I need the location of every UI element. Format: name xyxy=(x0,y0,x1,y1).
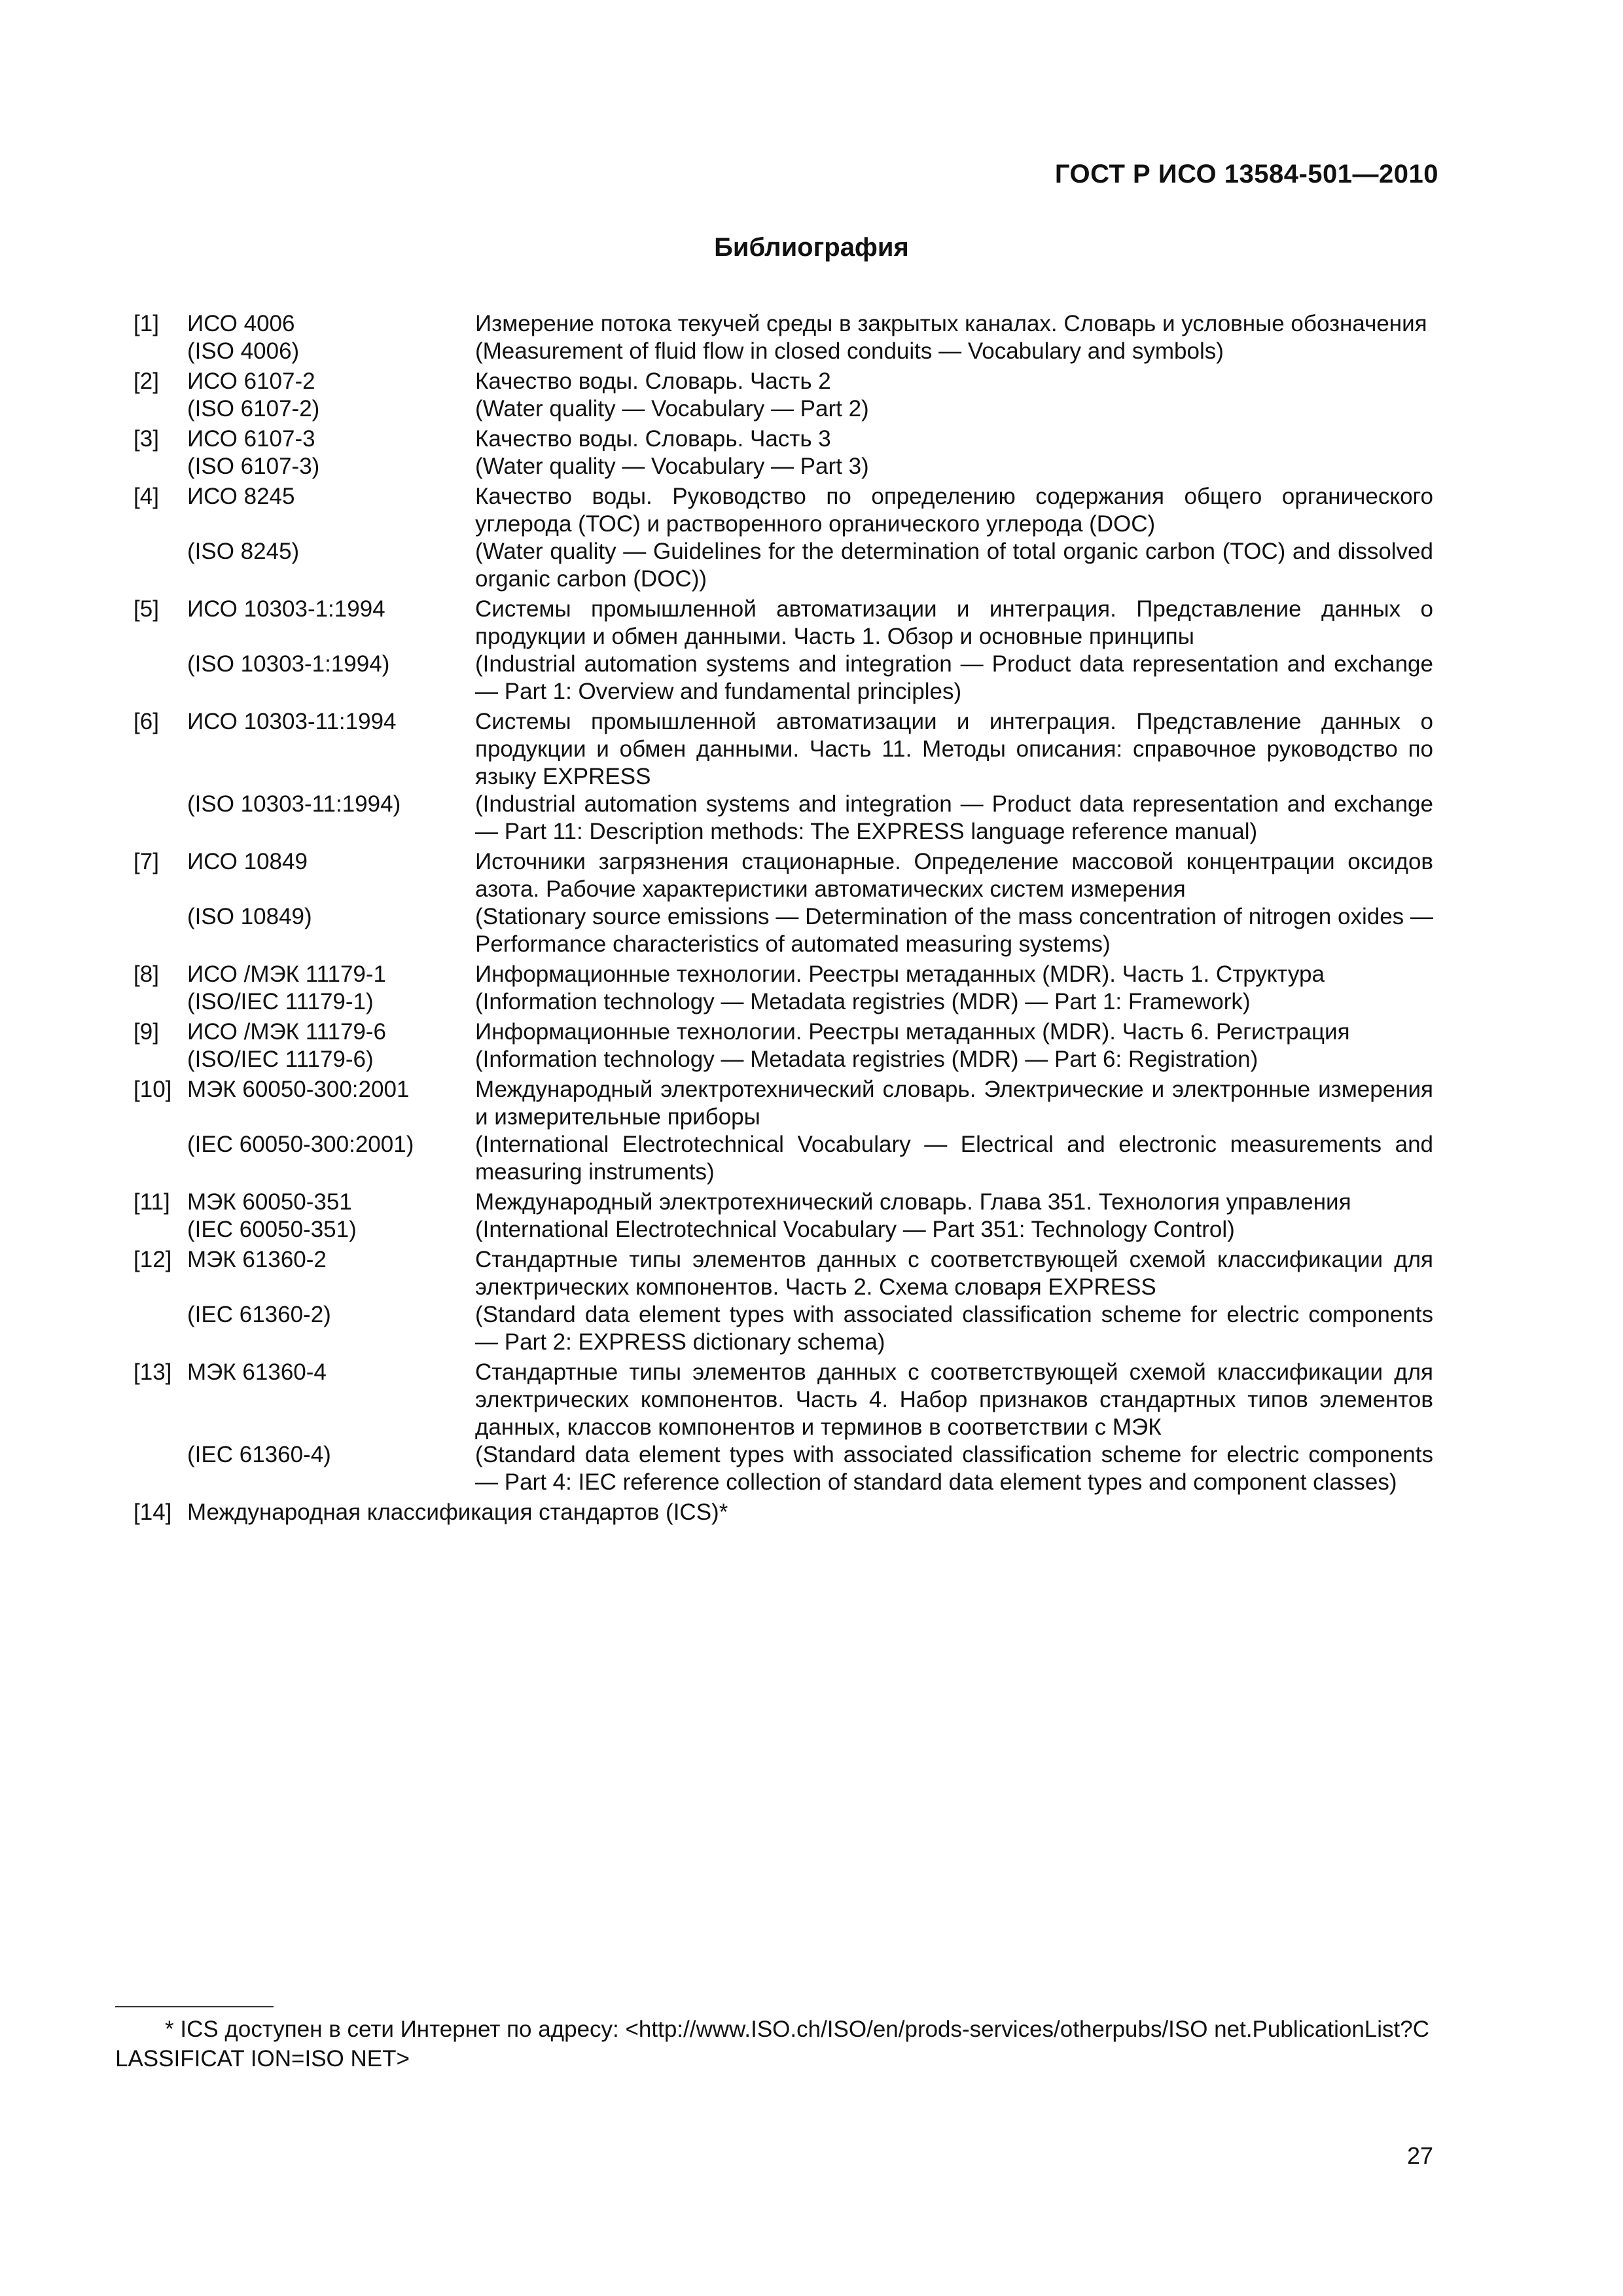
page-number: 27 xyxy=(1406,2142,1433,2169)
entry-number: [13] xyxy=(134,1359,172,1385)
bibliography-list xyxy=(134,308,1433,1526)
entry-title-ru: Качество воды. Руководство по определению содержания общего органического углерода (ТОС) и растворенного органического углерода (DOC) xyxy=(475,484,1433,537)
biblio-entry-en xyxy=(134,791,1433,846)
entry-title-en: (International Electrotechnical Vocabulary — Part 351: Technology Control) xyxy=(475,1217,1235,1242)
biblio-entry-ru xyxy=(134,708,1433,791)
biblio-entry-en xyxy=(134,651,1433,706)
entry-number: [7] xyxy=(134,849,159,874)
entry-code-en: (ISO/IEC 11179-6) xyxy=(187,1047,374,1072)
entry-title-ru: Стандартные типы элементов данных с соответствующей схемой классификации для электрических компонентов. Часть 2. Схема словаря EXPRESS xyxy=(475,1247,1433,1300)
entry-code-ru: МЭК 61360-2 xyxy=(187,1247,327,1272)
biblio-entry-en xyxy=(134,988,1433,1016)
entry-code-en: (IEC 61360-2) xyxy=(187,1302,331,1327)
entry-number: [9] xyxy=(134,1019,159,1045)
entry-code-ru: ИСО 8245 xyxy=(187,484,295,509)
biblio-entry-ru xyxy=(134,961,1433,988)
footnote xyxy=(115,2015,1433,2073)
entry-number: [3] xyxy=(134,426,159,452)
entry-title-en: (Water quality — Vocabulary — Part 3) xyxy=(475,454,869,479)
entry-code-ru: ИСО 10303-1:1994 xyxy=(187,596,385,622)
biblio-entry-en xyxy=(134,453,1433,480)
biblio-entry-en xyxy=(134,1131,1433,1186)
entry-title-ru: Системы промышленной автоматизации и интеграция. Представление данных о продукции и обмен данными. Часть 11. Методы описания: справочное руководство по языку EXPRESS xyxy=(475,709,1433,789)
entry-title-ru: Международный электротехнический словарь. Электрические и электронные измерения и измерительные приборы xyxy=(475,1077,1433,1130)
entry-code-en: (IEC 60050-351) xyxy=(187,1217,357,1242)
entry-title-en: (Water quality — Guidelines for the determination of total organic carbon (TOC) and dissolved organic carbon (DOC)) xyxy=(475,539,1433,592)
entry-code-ru: ИСО /МЭК 11179-1 xyxy=(187,961,387,987)
biblio-entry-ru xyxy=(134,1189,1433,1216)
entry-code-en: (ISO/IEC 11179-1) xyxy=(187,989,374,1014)
biblio-entry-ru xyxy=(134,1018,1433,1046)
biblio-entry-ru xyxy=(134,1246,1433,1301)
entry-code-en: (ISO 10849) xyxy=(187,904,312,929)
entry-title-en: (Industrial automation systems and integration — Product data representation and exchange — Part 1: Overview and fundamental principles) xyxy=(475,651,1433,704)
page-title: Библиография xyxy=(714,233,909,262)
entry-number: [5] xyxy=(134,596,159,622)
entry-title-ru: Международный электротехнический словарь. Глава 351. Технология управления xyxy=(475,1189,1351,1215)
biblio-entry-en xyxy=(134,1301,1433,1356)
biblio-entry-en xyxy=(134,903,1433,958)
document-code: ГОСТ Р ИСО 13584-501—2010 xyxy=(1054,160,1438,188)
entry-title-en: (International Electrotechnical Vocabulary — Electrical and electronic measurements and measuring instruments) xyxy=(475,1132,1433,1185)
entry-title-ru: Источники загрязнения стационарные. Определение массовой концентрации оксидов азота. Рабочие характеристики автоматических систем измерения xyxy=(475,849,1433,902)
entry-code-ru: ИСО 10849 xyxy=(187,849,308,874)
entry-number: [11] xyxy=(134,1189,170,1215)
entry-title-en: (Stationary source emissions — Determination of the mass concentration of nitrogen oxides — Performance characteristics of automated measuring systems) xyxy=(475,904,1433,957)
entry-title-en: (Information technology — Metadata registries (MDR) — Part 6: Registration) xyxy=(475,1047,1258,1072)
entry-code-en: (IEC 61360-4) xyxy=(187,1442,331,1467)
entry-code-ru: ИСО 6107-3 xyxy=(187,426,315,452)
entry-code-en: (IEC 60050-300:2001) xyxy=(187,1132,414,1157)
biblio-entry-ru xyxy=(134,1359,1433,1441)
biblio-entry-ru xyxy=(134,310,1433,338)
entry-number: [6] xyxy=(134,709,159,734)
entry-number: [14] xyxy=(134,1499,172,1525)
biblio-entry-ru xyxy=(134,483,1433,538)
biblio-entry-en xyxy=(134,395,1433,423)
entry-code-ru: ИСО /МЭК 11179-6 xyxy=(187,1019,387,1045)
footnote-mark: * xyxy=(165,2017,174,2042)
entry-title-ru: Стандартные типы элементов данных с соответствующей схемой классификации для электрических компонентов. Часть 4. Набор признаков стандартных типов элементов данных, классов компонентов и терминов в соответствии с МЭК xyxy=(475,1359,1433,1440)
entry-code-en: (ISO 10303-1:1994) xyxy=(187,651,390,677)
entry-title-en: (Standard data element types with associated classification scheme for electric components — Part 2: EXPRESS dictionary schema) xyxy=(475,1302,1433,1355)
biblio-entry-ru xyxy=(134,596,1433,651)
entry-code-ru: ИСО 10303-11:1994 xyxy=(187,709,397,734)
biblio-entry-en xyxy=(134,338,1433,365)
entry-number: [4] xyxy=(134,484,159,509)
entry-code-ru: ИСО 6107-2 xyxy=(187,368,315,394)
entry-code-ru: МЭК 60050-351 xyxy=(187,1189,352,1215)
entry-number: [2] xyxy=(134,368,159,394)
entry-number: [1] xyxy=(134,311,159,336)
entry-title-ru: Качество воды. Словарь. Часть 2 xyxy=(475,368,831,394)
biblio-entry-ru xyxy=(134,848,1433,903)
biblio-entry-en xyxy=(134,1216,1433,1244)
entry-number: [12] xyxy=(134,1247,172,1272)
footnote-divider xyxy=(115,2006,274,2007)
biblio-entry-en xyxy=(134,1441,1433,1496)
entry-title-en: (Information technology — Metadata registries (MDR) — Part 1: Framework) xyxy=(475,989,1251,1014)
entry-title-ru: Качество воды. Словарь. Часть 3 xyxy=(475,426,831,452)
entry-title-ru: Информационные технологии. Реестры метаданных (MDR). Часть 6. Регистрация xyxy=(475,1019,1350,1045)
entry-code-ru: ИСО 4006 xyxy=(187,311,295,336)
entry-code-en: (ISO 6107-3) xyxy=(187,454,320,479)
entry-title-en: (Measurement of fluid flow in closed conduits — Vocabulary and symbols) xyxy=(475,338,1224,364)
entry-title-ru: Измерение потока текучей среды в закрытых каналах. Словарь и условные обозначения xyxy=(475,311,1427,336)
entry-title-ru: Системы промышленной автоматизации и интеграция. Представление данных о продукции и обмен данными. Часть 1. Обзор и основные принципы xyxy=(475,596,1433,649)
entry-title-en: (Standard data element types with associated classification scheme for electric components — Part 4: IEC reference collection of standard data element types and component classes) xyxy=(475,1442,1433,1495)
biblio-entry-ru xyxy=(134,368,1433,395)
entry-code-ru: МЭК 61360-4 xyxy=(187,1359,327,1385)
entry-code-en: (ISO 10303-11:1994) xyxy=(187,791,401,817)
entry-code-ru: МЭК 60050-300:2001 xyxy=(187,1077,410,1102)
biblio-entry-ru xyxy=(134,425,1433,453)
entry-title-ru: Международная классификация стандартов (ICS)* xyxy=(187,1499,728,1525)
entry-title-en: (Industrial automation systems and integration — Product data representation and exchange — Part 11: Description methods: The EXPRESS language reference manual) xyxy=(475,791,1433,844)
biblio-entry-en xyxy=(134,1046,1433,1073)
entry-number: [10] xyxy=(134,1077,172,1102)
entry-title-ru: Информационные технологии. Реестры метаданных (MDR). Часть 1. Структура xyxy=(475,961,1325,987)
entry-code-en: (ISO 4006) xyxy=(187,338,300,364)
entry-code-en: (ISO 6107-2) xyxy=(187,396,320,422)
biblio-entry-en xyxy=(134,538,1433,593)
entry-title-en: (Water quality — Vocabulary — Part 2) xyxy=(475,396,869,422)
biblio-entry-ics xyxy=(134,1499,1433,1526)
footnote-text: ICS доступен в сети Интернет по адресу: <http://www.ISO.ch/ISO/en/prods-services/otherpubs/ISO net.PublicationList?CLASSIFICAT ION=ISO NET> xyxy=(115,2017,1429,2072)
biblio-entry-ru xyxy=(134,1076,1433,1131)
entry-code-en: (ISO 8245) xyxy=(187,539,300,564)
entry-number: [8] xyxy=(134,961,159,987)
